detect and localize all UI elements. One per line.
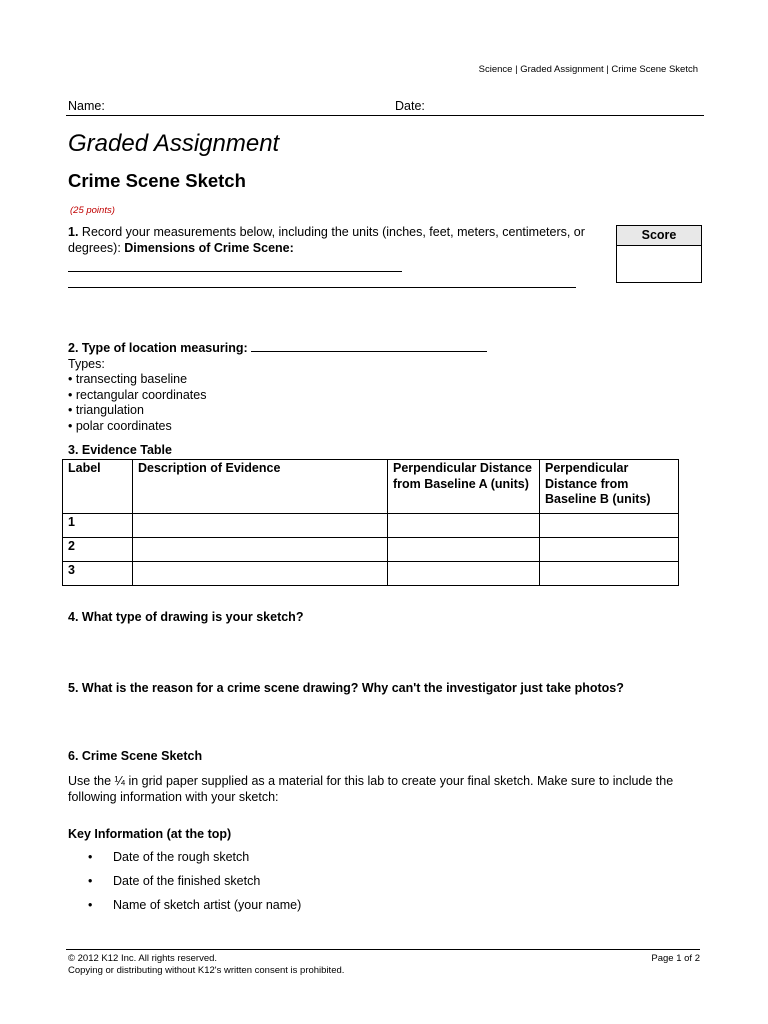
q2-types-label: Types: xyxy=(68,356,105,371)
q3-label: 3. Evidence Table xyxy=(68,443,172,457)
evidence-table xyxy=(62,459,679,586)
row-label: 2 xyxy=(63,538,133,562)
table-header-cell: Perpendicular Distance from Baseline B (units) xyxy=(540,460,679,514)
score-field[interactable] xyxy=(617,246,701,282)
q1-text: Record your measurements below, including the units (inches, feet, meters, centimeters, or degrees): xyxy=(68,225,585,255)
type-item: • triangulation xyxy=(68,403,144,417)
question-4: 4. What type of drawing is your sketch? xyxy=(68,610,304,624)
bullet: • xyxy=(88,874,93,888)
table-row xyxy=(63,514,679,538)
score-box xyxy=(616,225,702,283)
table-header-cell: Description of Evidence xyxy=(133,460,388,514)
table-cell[interactable] xyxy=(388,538,540,562)
page-number: Page 1 of 2 xyxy=(651,953,700,964)
table-header-cell: Label xyxy=(63,460,133,514)
table-cell[interactable] xyxy=(133,514,388,538)
table-cell[interactable] xyxy=(388,514,540,538)
question-1 xyxy=(68,224,598,288)
page-title: Graded Assignment xyxy=(68,130,280,157)
q2-answer-line[interactable] xyxy=(251,339,487,352)
copyright: © 2012 K12 Inc. All rights reserved. xyxy=(68,953,218,964)
q1-bold: Dimensions of Crime Scene: xyxy=(124,241,294,255)
copy-notice: Copying or distributing without K12's written consent is prohibited. xyxy=(68,965,345,976)
table-cell[interactable] xyxy=(540,538,679,562)
q1-number: 1. xyxy=(68,225,79,239)
date-label: Date: xyxy=(395,99,425,113)
q2-label: 2. Type of location measuring: xyxy=(68,341,248,355)
page-subtitle: Crime Scene Sketch xyxy=(68,170,246,191)
type-item: • transecting baseline xyxy=(68,372,188,386)
row-label: 3 xyxy=(63,562,133,586)
table-cell[interactable] xyxy=(540,514,679,538)
question-6-label: 6. Crime Scene Sketch xyxy=(68,749,203,763)
bullet: • xyxy=(88,850,93,864)
table-cell[interactable] xyxy=(540,562,679,586)
header-breadcrumb: Science | Graded Assignment | Crime Scene Sketch xyxy=(478,64,698,75)
key-info-label: Key Information (at the top) xyxy=(68,827,232,841)
table-header-cell: Perpendicular Distance from Baseline A (units) xyxy=(388,460,540,514)
question-5: 5. What is the reason for a crime scene drawing? Why can't the investigator just take photos? xyxy=(68,681,624,695)
q1-answer-line-2[interactable] xyxy=(68,272,576,288)
type-item: • rectangular coordinates xyxy=(68,387,207,402)
footer-divider xyxy=(66,949,700,950)
list-item: • Date of the rough sketch xyxy=(88,850,301,874)
question-6-paragraph: Use the ¼ in grid paper supplied as a material for this lab to create your final sketch. Make sure to include the following information with your sketch: xyxy=(68,774,674,804)
table-row xyxy=(63,538,679,562)
row-label: 1 xyxy=(63,514,133,538)
table-cell[interactable] xyxy=(133,562,388,586)
question-2 xyxy=(68,339,487,434)
table-cell[interactable] xyxy=(388,562,540,586)
list-item: • Name of sketch artist (your name) xyxy=(88,898,301,922)
table-cell[interactable] xyxy=(133,538,388,562)
q1-answer-line-1[interactable] xyxy=(68,256,402,272)
list-item: • Date of the finished sketch xyxy=(88,874,301,898)
key-info-list xyxy=(88,850,301,922)
bullet: • xyxy=(88,898,93,912)
name-label: Name: xyxy=(68,99,105,113)
score-label: Score xyxy=(617,226,701,246)
table-row xyxy=(63,562,679,586)
type-item: • polar coordinates xyxy=(68,418,172,433)
footer-left xyxy=(68,953,344,977)
points-label: (25 points) xyxy=(70,205,115,216)
header-divider xyxy=(66,115,704,116)
